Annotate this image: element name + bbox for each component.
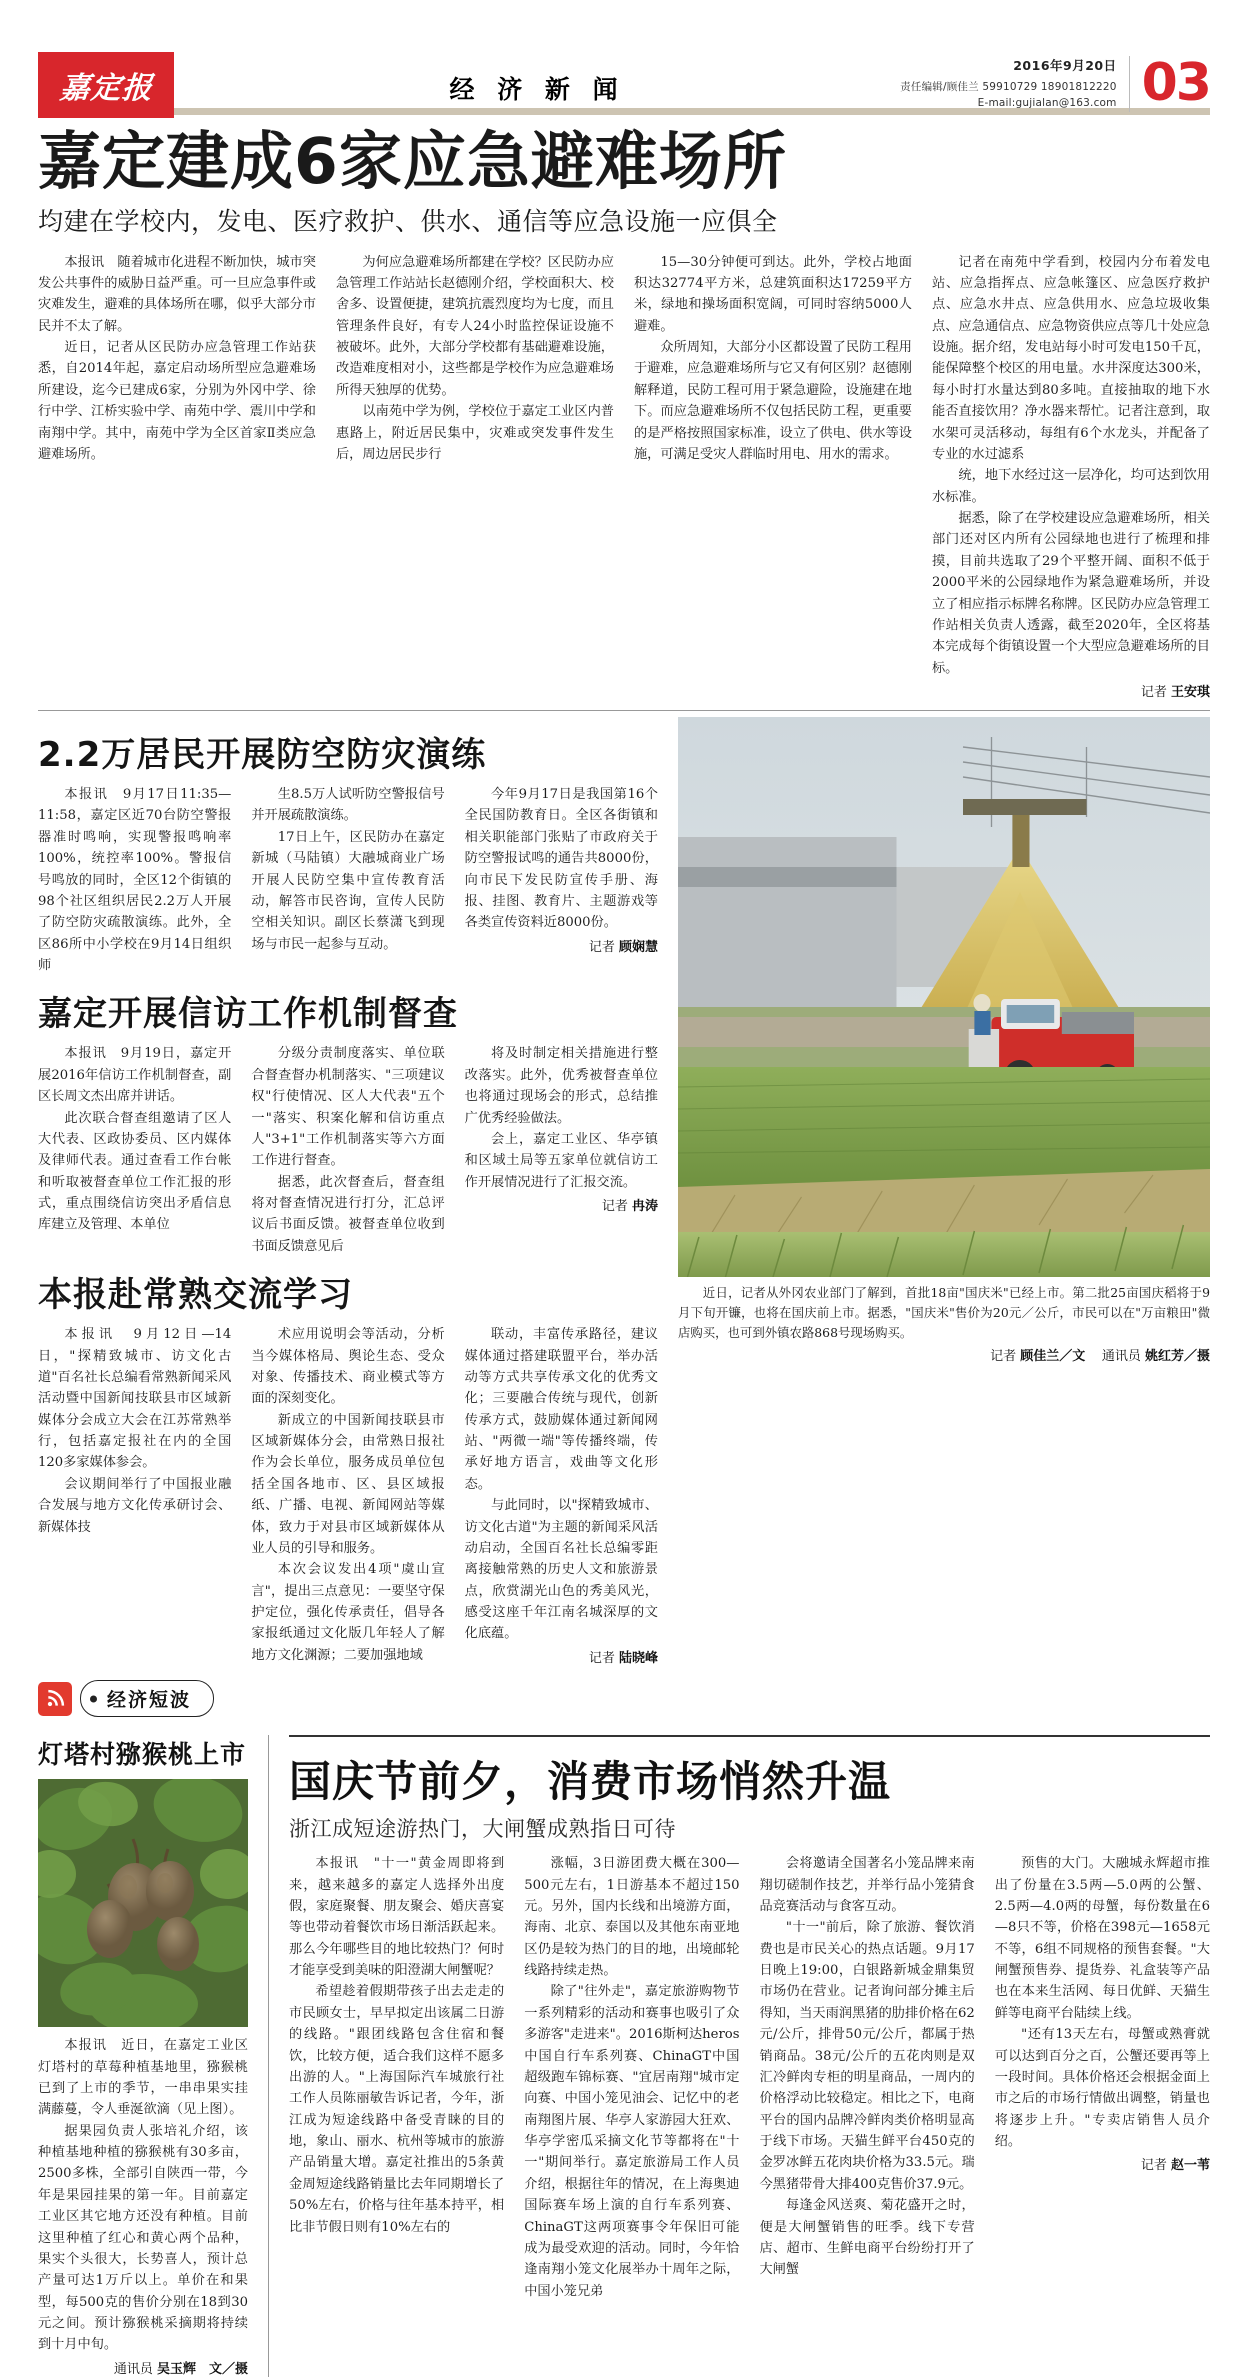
paragraph: 本报讯 "十一"黄金周即将到来，越来越多的嘉定人选择外出度假，家庭聚餐、朋友聚会、婚庆喜宴等也带动着餐饮市场日渐活跃起来。那么今年哪些目的地比较热门？何时才能享受到美味的阳澄湖大闸蟹呢？ <box>289 1856 505 1979</box>
byline <box>465 1647 658 1666</box>
story3-headline: 嘉定开展信访工作机制督查 <box>38 994 458 1035</box>
paragraph: 会议期间举行了中国报业融合发展与地方文化传承研讨会、新媒体技 <box>38 1476 232 1535</box>
paragraph: 每逢金风送爽、菊花盛开之时，便是大闸蟹销售的旺季。线下专营店、超市、生鲜电商平台纷纷打开了大闸蟹 <box>759 2198 975 2278</box>
lead-subhead: 均建在学校内，发电、医疗救护、供水、通信等应急设施一应俱全 <box>38 206 778 236</box>
badge-label: 经济短波 <box>80 1680 214 1717</box>
paragraph: "还有13天左右，母蟹或熟膏就可以达到百分之百，公蟹还要再等上一段时间。具体价格还会根据金面上市之后的市场行情做出调整，销量也将逐步上升。"专卖店销售人员介绍。 <box>994 2027 1210 2150</box>
rice-photo-caption: 近日，记者从外冈农业部门了解到，首批18亩"国庆米"已经上市。第二批25亩国庆稻将于9月下旬开镰，也将在国庆前上市。据悉，"国庆米"售价为20元／公斤，市民可以在"万亩粮田"微店购买，也可到外镇农路868号现场购买。 <box>678 1285 1210 1340</box>
lead-columns <box>38 252 1210 701</box>
byline-label: 通讯员 <box>113 2361 153 2377</box>
byline <box>995 2154 1210 2173</box>
paragraph: 据果园负责人张培礼介绍，该种植基地种植的猕猴桃有30多亩，2500多株，全部引自陕西一带，今年是果园挂果的第一年。目前嘉定工业区其它地方还没有种植。目前这里种植了红心和黄心两个品种，果实个头很大，长势喜人，预计总产量可达1万斤以上。单价在和果型，每500克的售价分别在18到30元之间。预计猕猴桃采摘期将持续到十月中旬。 <box>38 2123 248 2353</box>
lead-column-4 <box>932 252 1210 701</box>
paragraph: 本报讯 9月19日，嘉定开展2016年信访工作机制督查，副区长周文杰出席并讲话。 <box>38 1046 232 1105</box>
paragraph: 联动，丰富传承路径，建议媒体通过搭建联盟平台，举办活动等方式共享传承文化的优秀文化；三要融合传统与现代，创新传承方式，鼓励媒体通过新闻网站、"两微一端"等传播终端，传承好地方语言，戏曲等文化形态。 <box>464 1327 658 1492</box>
story4-column-2 <box>251 1324 444 1666</box>
rss-icon <box>38 1682 72 1716</box>
story2-column-3 <box>465 784 658 976</box>
byline-label: 记者 <box>588 1650 615 1666</box>
paragraph: 除了"往外走"，嘉定旅游购物节一系列精彩的活动和赛事也吸引了众多游客"走进来"。2016斯柯达heros中国自行车系列赛、ChinaGT中国超级跑车锦标赛、"宜居南翔"城市定向赛、中国小笼见油会、记忆中的老南翔图片展、华亭人家游园大狂欢、华亭学密瓜采摘文化节等都将在"十一"期间举行。嘉定旅游局工作人员介绍，根据往年的情况，在上海奥迪国际赛车场上演的自行车系列赛、ChinaGT这两项赛事令年保旧可能成为最受欢迎的活动。同时，今年恰逢南翔小笼文化展举办十周年之际，中国小笼兄弟 <box>524 1984 740 2299</box>
masthead-meta <box>900 52 1210 112</box>
paragraph: 据悉，此次督查后，督查组将对督查情况进行打分，汇总评议后书面反馈。被督查单位收到书面反馈意见后 <box>251 1174 445 1254</box>
story3-columns <box>38 1043 658 1257</box>
feature-column-4 <box>995 1853 1210 2302</box>
middle-left-column <box>38 717 658 1725</box>
byline-name: 陆晓峰 <box>618 1650 658 1666</box>
story4-columns <box>38 1324 658 1666</box>
byline <box>932 681 1210 700</box>
paragraph: 涨幅，3日游团费大概在300—500元左右，1日游基本不超过150元。另外，国内长线和出境游方面，海南、北京、泰国以及其他东南亚地区仍是较为热门的目的地，出境邮轮线路持续走热。 <box>524 1856 740 1979</box>
paragraph: 分级分责制度落实、单位联合督查督办机制落实、"三项建议权"行使情况、区人大代表"五个一"落实、积案化解和信访重点人"3+1"工作机制落实等六方面工作进行督查。 <box>251 1046 445 1169</box>
story2-column-1 <box>38 784 231 976</box>
rice-photo-block <box>678 717 1210 1725</box>
story2-column-2 <box>251 784 444 976</box>
byline-label: 记者 <box>601 1199 628 1215</box>
paragraph: 此次联合督查组邀请了区人大代表、区政协委员、区内媒体及律师代表。通过查看工作台帐和听取被督查单位工作汇报的形式，重点围绕信访突出矛盾信息库建立及管理、本单位 <box>38 1110 232 1233</box>
paragraph: 会将邀请全国著名小笼品牌来南翔切磋制作技艺，并举行品小笼猜食品竞赛活动与食客互动。 <box>759 1856 975 1914</box>
feature-column-1 <box>289 1853 504 2302</box>
page-number: 03 <box>1141 53 1210 114</box>
byline-label: 记者 <box>1140 2158 1167 2174</box>
rice-harvest-photo <box>678 717 1210 1277</box>
paragraph: 本报讯 9月17日11:35—11:58，嘉定区近70台防空警报器准时鸣响，实现警报鸣响率100%，统控率100%。警报信号鸣放的同时，全区12个街镇的98个社区组织居民2.2万人开展了防空防灾疏散演练。此外，全区86所中小学校在9月14日组织师 <box>38 787 232 974</box>
paper-logo <box>38 52 174 118</box>
kiwi-sidebar <box>38 1735 248 2377</box>
byline-label: 记者 <box>588 939 615 955</box>
feature-subhead: 浙江成短途游热门，大闸蟹成熟指日可待 <box>289 1817 676 1842</box>
paragraph: 据悉，除了在学校建设应急避难场所，相关部门还对区内所有公园绿地也进行了梳理和排摸，目前共选取了29个平整开阔、面积不低于2000平米的公园绿地作为紧急避难场所，并设立了相应指示标牌名称牌。区民防办应急管理工作站相关负责人透露，截至2020年，全区将基本完成每个街镇设置一个大型应急避难场所的目标。 <box>932 511 1210 676</box>
paragraph: 将及时制定相关措施进行整改落实。此外，优秀被督查单位也将通过现场会的形式，总结推广优秀经验做法。 <box>464 1046 658 1126</box>
story4-column-3 <box>465 1324 658 1666</box>
paragraph: 会上，嘉定工业区、华亭镇和区域土局等五家单位就信访工作开展情况进行了汇报交流。 <box>464 1131 658 1190</box>
paragraph: 以南苑中学为例，学校位于嘉定工业区内普惠路上，附近居民集中，灾难或突发事件发生后，周边居民步行 <box>336 404 614 462</box>
byline-name: 姚红芳／摄 <box>1144 1348 1210 1364</box>
paper-logo-text: 嘉定报 <box>58 71 154 106</box>
byline-label: 记者 <box>1140 685 1167 701</box>
feature-columns <box>289 1853 1210 2302</box>
lead-headline: 嘉定建成6家应急避难场所 <box>38 125 787 198</box>
meta-block <box>900 56 1129 112</box>
byline-label: 记者 <box>990 1348 1017 1364</box>
email-line: E-mail:gujialan@163.com <box>977 96 1117 109</box>
farmer <box>973 994 990 1035</box>
paragraph: 术应用说明会等活动，分析当今媒体格局、舆论生态、受众对象、传播技术、商业模式等方面的深刻变化。 <box>251 1327 445 1407</box>
paragraph: 今年9月17日是我国第16个全民国防教育日。全区各街镇和相关职能部门张贴了市政府关于防空警报试鸣的通告共8000份，向市民下发民防宣传手册、海报、挂图、教育片、主题游戏等各类宣传资料近8000份。 <box>464 787 658 931</box>
kiwi-byline <box>38 2358 248 2377</box>
paragraph: 近日，记者从区民防办应急管理工作站获悉，自2014年起，嘉定启动场所型应急避难场所建设，迄今已建成6家，分别为外冈中学、徐行中学、江桥实验中学、南苑中学、震川中学和南翔中学。其中，南苑中学为全区首家Ⅱ类应急避难场所。 <box>38 340 316 462</box>
paragraph: 生8.5万人试听防空警报信号并开展疏散演练。 <box>251 787 445 824</box>
byline-name: 顾佳兰／文 <box>1020 1348 1086 1364</box>
paragraph: 希望趁着假期带孩子出去走走的市民顾女士，早早拟定出该属二日游的线路。"跟团线路包含住宿和餐饮，比较方便，适合我们这样不愿多出游的人。"上海国际汽车城旅行社工作人员陈丽敏告诉记者，今年，浙江成为短途线路中备受青睐的目的地，象山、丽水、杭州等城市的旅游产品销量大增。嘉定社推出的5条黄金周短途线路销量比去年同期增长了50%左右，价格与往年基本持平，相比非节假日则有10%左右的 <box>289 1984 505 2235</box>
paragraph: 15—30分钟便可到达。此外，学校占地面积达32774平方米，总建筑面积达17259平方米，绿地和操场面积宽阔，可同时容纳5000人避难。 <box>634 254 912 334</box>
middle-zone <box>38 717 1210 1725</box>
paragraph: 本报讯 随着城市化进程不断加快，城市突发公共事件的威胁日益严重。可一旦应急事件或灾难发生，避难的具体场所在哪，似乎大部分市民并不太了解。 <box>38 254 316 334</box>
story2-headline: 2.2万居民开展防空防灾演练 <box>38 735 487 776</box>
byline-name: 冉涛 <box>631 1199 658 1215</box>
paragraph: 17日上午，区民防办在嘉定新城（马陆镇）大融城商业广场开展人民防空集中宣传教育活动，解答市民咨询，宣传人民防空相关知识。副区长蔡潇飞到现场与市民一起参与互动。 <box>251 829 445 952</box>
story3-column-1 <box>38 1043 231 1257</box>
story4-column-1 <box>38 1324 231 1666</box>
feature-headline: 国庆节前夕，消费市场悄然升温 <box>289 1757 892 1807</box>
paragraph: 预售的大门。大融城永辉超市推出了份量在3.5两—5.0两的公蟹、2.5两—4.0两的母蟹，每份数量在6—8只不等，价格在398元—1658元不等，6组不同规格的预售套餐。"大闸蟹预售券、提货券、礼盒装等产品也在本来生活网、每日优鲜、天猫生鲜等电商平台陆续上线。 <box>994 1856 1210 2021</box>
rice-photo-byline <box>678 1345 1210 1364</box>
byline <box>465 936 658 955</box>
feature-divider <box>289 1735 1210 1737</box>
byline-name: 王安琪 <box>1170 685 1210 701</box>
story3-column-2 <box>251 1043 444 1257</box>
paragraph: 本报讯 近日，在嘉定工业区灯塔村的草莓种植基地里，猕猴桃已到了上市的季节，一串串果实挂满藤蔓，令人垂涎欲滴（见上图）。 <box>38 2038 248 2118</box>
paragraph: 本报讯 9月12日—14日，"探精致城市、访文化古道"百名社长总编看常熟新闻采风活动暨中国新闻技联县市区域新媒体分会成立大会在江苏常熟举行，包括嘉定报社在内的全国120多家媒体参会。 <box>38 1327 232 1471</box>
paragraph: 众所周知，大部分小区都设置了民防工程用于避难，应急避难场所与它又有何区别？赵德刚解释道，民防工程可用于紧急避险，设施建在地下。而应急避难场所不仅包括民防工程，更重要的是严格按照国家标准，设立了供电、供水等设施，可满足受灾人群临时用电、用水的需求。 <box>634 340 912 462</box>
divider <box>38 710 1210 711</box>
economic-shortwave-badge[interactable] <box>38 1680 658 1717</box>
story2-columns <box>38 784 658 976</box>
editor-line: 责任编辑/顾佳兰 59910729 18901812220 <box>900 81 1117 93</box>
byline-name: 吴玉辉 文／摄 <box>156 2361 248 2377</box>
paragraph: 与此同时，以"探精致城市、访文化古道"为主题的新闻采风活动启动，全国百名社长总编零距离接触常熟的历史人文和旅游景点，欣赏湖光山色的秀美风光，感受这座千年江南名城深厚的文化底蕴。 <box>464 1498 658 1642</box>
kiwi-fruit-photo <box>38 1779 248 2027</box>
section-title-container <box>174 52 900 106</box>
lead-column-1 <box>38 252 316 701</box>
paragraph: 统，地下水经过这一层净化，均可达到饮用水标准。 <box>932 468 1210 505</box>
feature-column-3 <box>760 1853 975 2302</box>
story3-column-3 <box>465 1043 658 1257</box>
feature-column-2 <box>524 1853 739 2302</box>
paragraph: 记者在南苑中学看到，校园内分布着发电站、应急指挥点、应急帐篷区、应急医疗救护点、应急水井点、应急供用水、应急垃圾收集点、应急通信点、应急物资供应点等几十处应急设施。据介绍，发电站每小时可发电150千瓦，能保障整个校区的用电量。水井深度达300米，每小时打水量达到80多吨。直接抽取的地下水能否直接饮用？净水器来帮忙。记者注意到，取水架可灵活移动，每组有6个水龙头，并配备了专业的水过滤系 <box>932 254 1210 462</box>
feature-story <box>268 1735 1210 2377</box>
section-title: 经 济 新 闻 <box>449 75 625 104</box>
lead-column-3 <box>634 252 912 701</box>
paragraph: "十一"前后，除了旅游、餐饮消费也是市民关心的热点话题。9月17日晚上19:00，白银路新城金鼎集贸市场仍在营业。记者询问部分摊主后得知，当天雨润黑猪的肋排价格在62元/公斤，排骨50元/公斤，都属于热销商品。38元/公斤的五花肉则是双汇冷鲜肉专柜的明星商品，一周内的价格浮动比较稳定。相比之下，电商平台的国内品牌冷鲜肉类价格明显高于线下市场。天猫生鲜平台450克的金罗冰鲜五花肉块价格为33.5元。瑞今黑猪带骨大排400克售价37.9元。 <box>759 1920 975 2192</box>
byline-name: 赵一苇 <box>1170 2158 1210 2174</box>
story4-headline: 本报赴常熟交流学习 <box>38 1275 353 1316</box>
publication-date: 2016年9月20日 <box>1013 58 1117 73</box>
lead-column-2 <box>336 252 614 701</box>
byline-label: 通讯员 <box>1101 1348 1141 1364</box>
byline-name: 顾娴慧 <box>618 939 658 955</box>
masthead <box>38 0 1210 114</box>
paragraph: 本次会议发出4项"虞山宣言"，提出三点意见：一要坚守保护定位，强化传承责任，倡导各家报纸通过文化版几年轻人了解地方文化渊源；二要加强地域 <box>251 1562 445 1663</box>
byline <box>465 1195 658 1214</box>
paragraph: 为何应急避难场所都建在学校？区民防办应急管理工作站站长赵德刚介绍，学校面积大、校舍多、设置便捷，建筑抗震烈度均为七度，而且管理条件良好，有专人24小时监控保证设施不被破坏。此外，大部分学校都有基础避难设施，改造难度相对小，这些都是学校作为应急避难场所得天独厚的优势。 <box>336 254 614 398</box>
paragraph: 新成立的中国新闻技联县市区域新媒体分会，由常熟日报社作为会长单位，服务成员单位包括全国各地市、区、县区域报纸、广播、电视、新闻网站等媒体，致力于对县市区域新媒体从业人员的引导和服务。 <box>251 1412 445 1556</box>
kiwi-headline: 灯塔村猕猴桃上市 <box>38 1740 247 1770</box>
bottom-zone <box>38 1735 1210 2377</box>
